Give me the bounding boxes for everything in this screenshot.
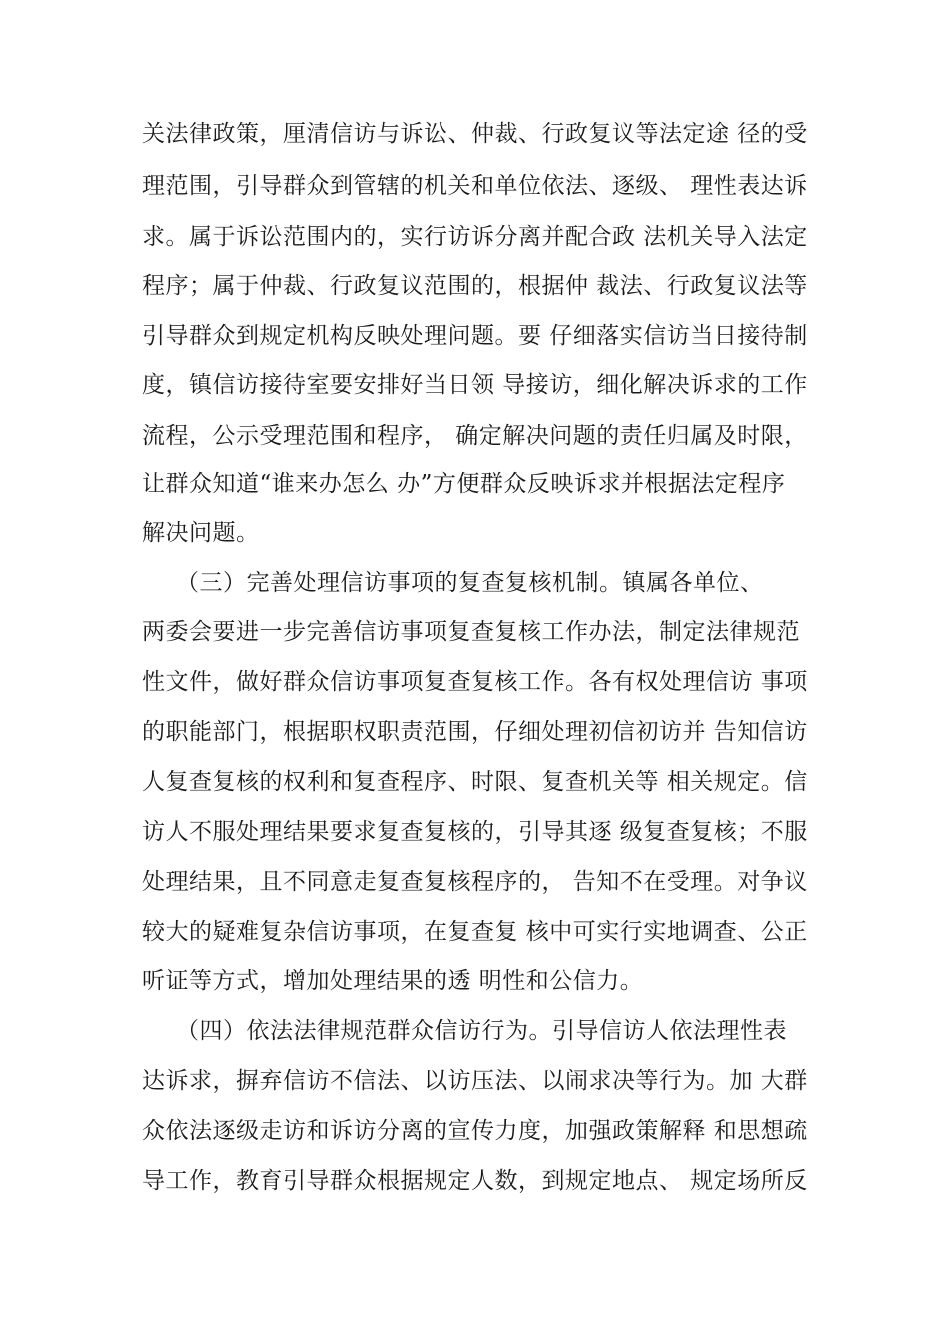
text-line: 众依法逐级走访和诉访分离的宣传力度，加强政策解释 和思想疏 — [142, 1118, 808, 1144]
text-line: 达诉求，摒弃信访不信法、以访压法、以闹求决等行为。加 大群 — [142, 1068, 808, 1094]
text-line: 较大的疑难复杂信访事项，在复查复 核中可实行实地调查、公正 — [142, 919, 808, 945]
text-line: 解决问题。 — [142, 520, 260, 546]
text-line: 引导群众到规定机构反映处理问题。要 仔细落实信访当日接待制 — [142, 323, 808, 349]
section-heading-4: （四）依法法律规范群众信访行为。引导信访人依法理性表 — [176, 1018, 787, 1044]
text-line: 关法律政策，厘清信访与诉讼、仲裁、行政复议等法定途 径的受 — [142, 121, 808, 147]
text-line: 人复查复核的权利和复查程序、时限、复查机关等 相关规定。信 — [142, 769, 808, 795]
text-line: 访人不服处理结果要求复查复核的，引导其逐 级复查复核；不服 — [142, 819, 808, 845]
text-line: 流程，公示受理范围和程序， 确定解决问题的责任归属及时限， — [142, 423, 808, 449]
text-line: 性文件，做好群众信访事项复查复核工作。各有权处理信访 事项 — [142, 669, 808, 695]
text-line: 度，镇信访接待室要安排好当日领 导接访，细化解决诉求的工作 — [142, 372, 808, 398]
text-line: 理范围，引导群众到管辖的机关和单位依法、逐级、 理性表达诉 — [142, 173, 808, 199]
text-line: 导工作，教育引导群众根据规定人数，到规定地点、 规定场所反 — [142, 1168, 808, 1194]
text-line: 两委会要进一步完善信访事项复查复核工作办法，制定法律规范 — [142, 619, 800, 645]
text-line: 听证等方式，增加处理结果的透 明性和公信力。 — [142, 968, 644, 994]
text-line: 的职能部门，根据职权职责范围，仔细处理初信初访并 告知信访 — [142, 719, 808, 745]
text-line: 处理结果，且不同意走复查复核程序的， 告知不在受理。对争议 — [142, 869, 808, 895]
text-line: 程序；属于仲裁、行政复议范围的，根据仲 裁法、行政复议法等 — [142, 273, 808, 299]
section-heading-3: （三）完善处理信访事项的复查复核机制。镇属各单位、 — [176, 570, 764, 596]
text-line: 让群众知道“谁来办怎么 办”方便群众反映诉求并根据法定程序 — [142, 471, 786, 497]
text-line: 求。属于诉讼范围内的，实行访诉分离并配合政 法机关导入法定 — [142, 224, 808, 250]
